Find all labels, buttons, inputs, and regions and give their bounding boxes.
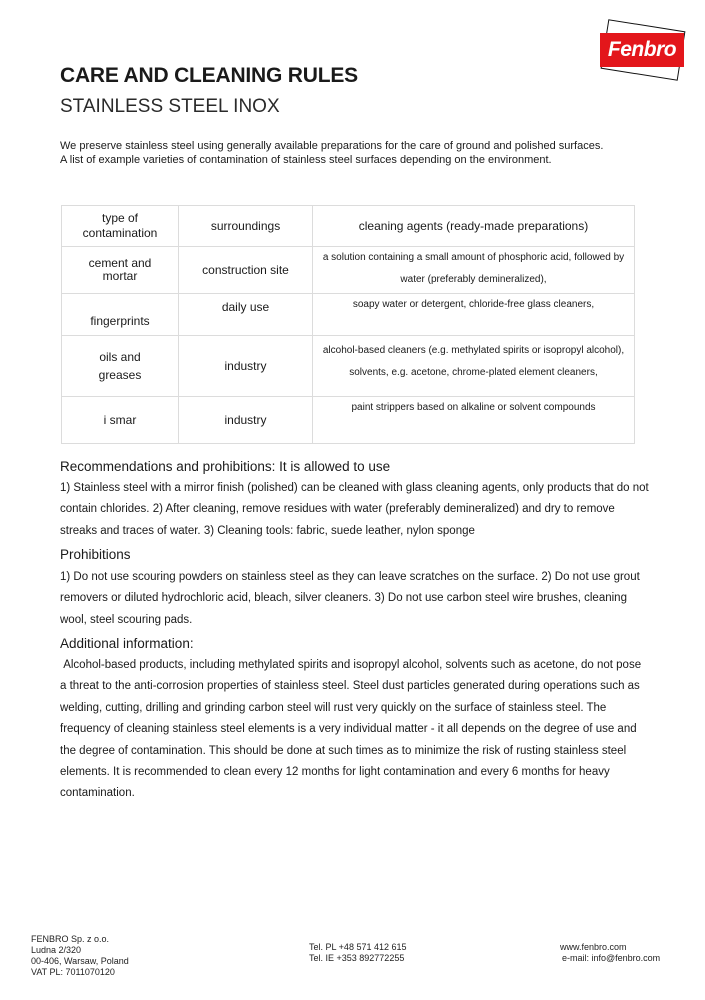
column-header-contamination: type of contamination <box>62 206 179 247</box>
footer-tel-pl: Tel. PL +48 571 412 615 <box>309 942 407 952</box>
footer-email: e-mail: info@fenbro.com <box>562 953 661 963</box>
footer-street: Ludna 2/320 <box>31 945 82 955</box>
additional-info-text: Alcohol-based products, including methylated spirits and isopropyl alcohol, solvents such as acetone, do not pose a threat to the anti-corrosion properties of stainless steel. Steel dust particles generated during operations such as welding, cutting, drilling and grinding carbon steel will rust very quickly on the surface of stainless steel. The frequency of cleaning stainless steel elements is a very individual matter - it all depends on the degree of use and the degree of contamination. This should be done at such times as to minimize the risk of rusting stainless steel elements. It is recommended to clean every 12 months for light contamination and every 6 months for heavy contamination. <box>60 659 645 800</box>
additional-info-heading: Additional information: <box>60 636 194 651</box>
table-row <box>62 336 635 397</box>
footer-phones <box>309 942 407 964</box>
page-title: CARE AND CLEANING RULES <box>60 64 358 87</box>
surroundings-cell: construction site <box>179 247 313 294</box>
contamination-cell: oils and greases <box>62 336 179 397</box>
surroundings-cell: industry <box>179 397 313 444</box>
logo-text: Fenbro <box>600 33 684 67</box>
table-row <box>62 294 635 336</box>
surroundings-cell: daily use <box>179 294 313 336</box>
contamination-cell: i smar <box>62 397 179 444</box>
table-header-row <box>62 206 635 247</box>
footer-city: 00-406, Warsaw, Poland <box>31 956 129 966</box>
page-subtitle: STAINLESS STEEL INOX <box>60 96 280 117</box>
intro-paragraph: We preserve stainless steel using generally available preparations for the care of ground and polished surfaces. A list of example varieties of contamination of stainless steel surfaces depending on the environment. <box>60 140 604 166</box>
contamination-cell: cement and mortar <box>62 247 179 294</box>
agents-cell: soapy water or detergent, chloride-free glass cleaners, <box>313 294 635 336</box>
recommendations-text: 1) Stainless steel with a mirror finish (polished) can be cleaned with glass cleaning agents, only products that do not contain chlorides. 2) After cleaning, remove residues with water (preferably demineralized) and dry to remove streaks and traces of water. 3) Cleaning tools: fabric, suede leather, nylon sponge <box>60 482 649 537</box>
footer-vat: VAT PL: 7011070120 <box>31 967 115 977</box>
footer-address <box>31 934 129 978</box>
column-header-agents: cleaning agents (ready-made preparations) <box>313 206 635 247</box>
footer-website: www.fenbro.com <box>560 942 627 952</box>
agents-cell: alcohol-based cleaners (e.g. methylated spirits or isopropyl alcohol), solvents, e.g. acetone, chrome-plated element cleaners, <box>313 336 635 397</box>
agents-cell: a solution containing a small amount of phosphoric acid, followed by water (preferably demineralized), <box>313 247 635 294</box>
contamination-cell: fingerprints <box>62 294 179 336</box>
column-header-surroundings: surroundings <box>179 206 313 247</box>
footer-tel-ie: Tel. IE +353 892772255 <box>309 953 405 963</box>
table-row <box>62 247 635 294</box>
contamination-table <box>61 205 635 444</box>
fenbro-logo <box>598 23 690 81</box>
prohibitions-text: 1) Do not use scouring powders on stainless steel as they can leave scratches on the surface. 2) Do not use grout removers or diluted hydrochloric acid, bleach, silver cleaners. 3) Do not use carbon steel wire brushes, cleaning wool, steel scouring pads. <box>60 571 640 626</box>
surroundings-cell: industry <box>179 336 313 397</box>
recommendations-heading: Recommendations and prohibitions: It is allowed to use <box>60 459 391 474</box>
footer-company: FENBRO Sp. z o.o. <box>31 934 110 944</box>
prohibitions-heading: Prohibitions <box>60 547 131 562</box>
table-row <box>62 397 635 444</box>
footer-web <box>560 942 660 964</box>
agents-cell: paint strippers based on alkaline or solvent compounds <box>313 397 635 444</box>
